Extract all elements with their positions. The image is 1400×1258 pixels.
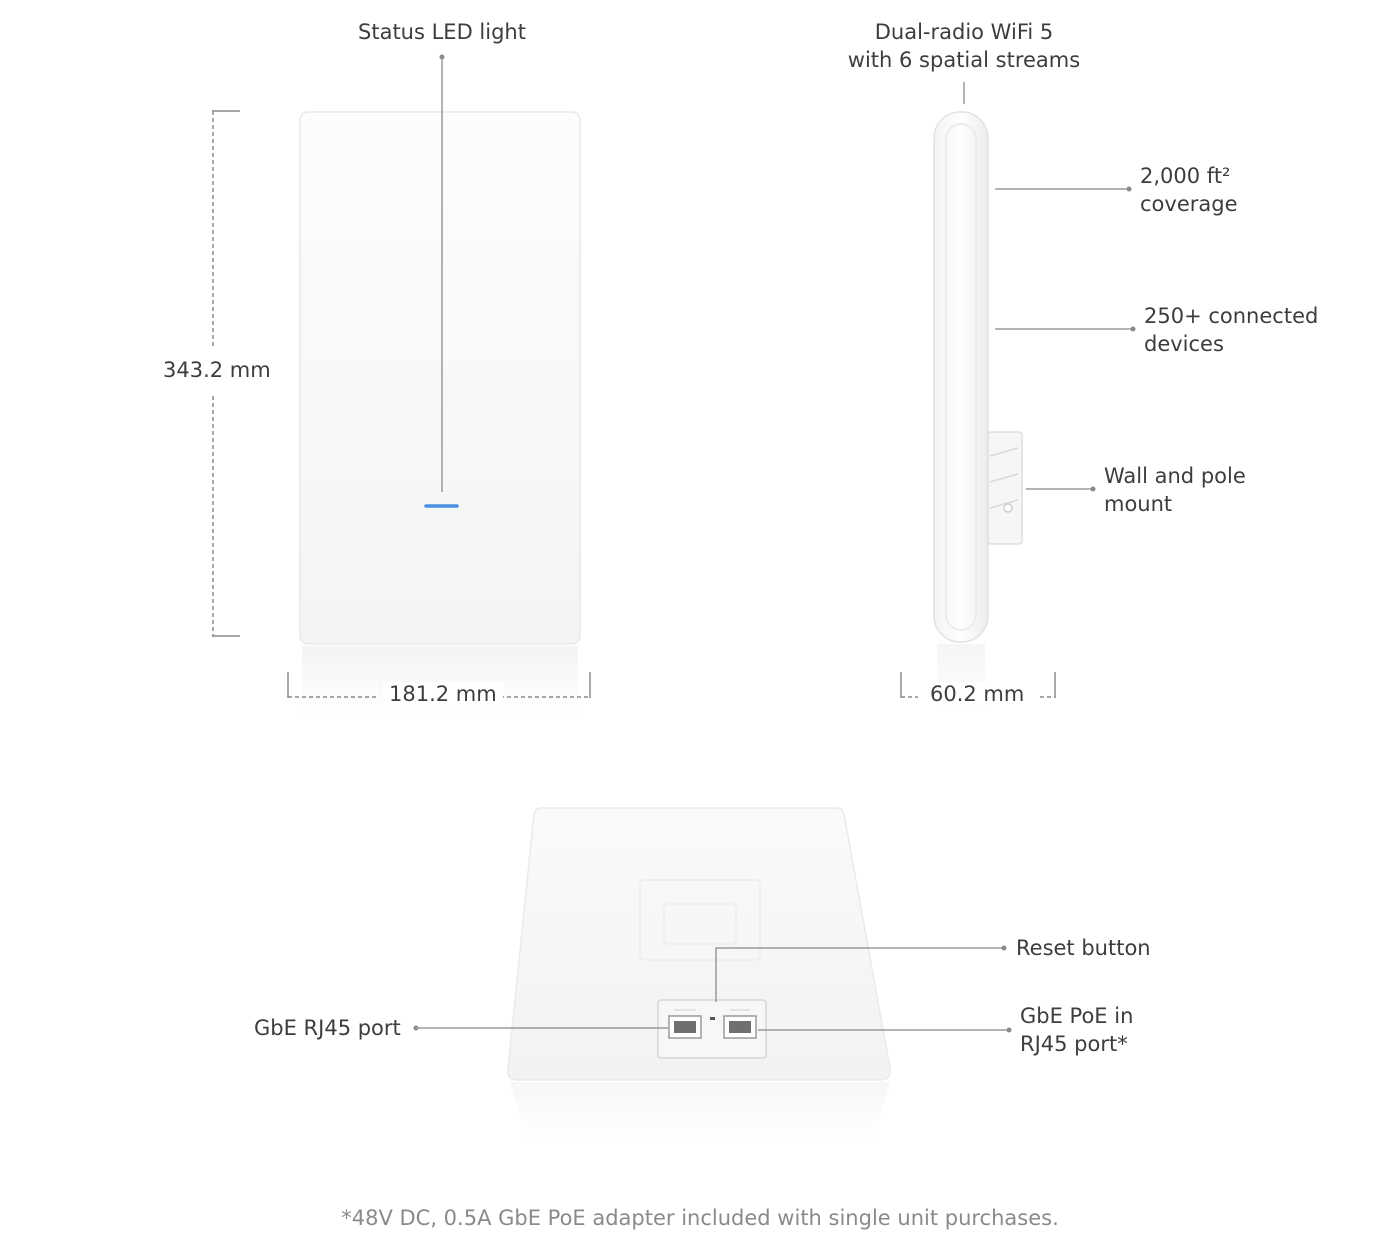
devices-leader — [995, 327, 1136, 332]
mount-leader — [1026, 487, 1096, 492]
device-bottom-view — [508, 808, 891, 1140]
devices-label: 250+ connected devices — [1144, 304, 1319, 356]
rj45-port-icon — [669, 1016, 701, 1038]
mount-bracket — [988, 432, 1022, 544]
poe-label: GbE PoE in RJ45 port* — [1020, 1004, 1134, 1056]
device-front-view — [300, 112, 580, 716]
width-dimension-label: 181.2 mm — [383, 682, 503, 706]
status-led-label: Status LED light — [358, 20, 526, 44]
height-dimension-label: 343.2 mm — [157, 358, 277, 382]
footnote: *48V DC, 0.5A GbE PoE adapter included with single unit purchases. — [341, 1206, 1059, 1230]
reset-label: Reset button — [1016, 936, 1151, 960]
device-side-view — [934, 112, 1022, 712]
mount-label: Wall and pole mount — [1104, 464, 1246, 516]
coverage-leader — [995, 187, 1132, 192]
poe-port-icon — [724, 1016, 756, 1038]
depth-dimension-label: 60.2 mm — [924, 682, 1030, 706]
radio-label: Dual-radio WiFi 5 with 6 spatial streams — [847, 20, 1081, 72]
reset-button-icon — [710, 1017, 715, 1020]
port-panel — [658, 1000, 766, 1058]
rj45-label: GbE RJ45 port — [254, 1016, 401, 1040]
coverage-label: 2,000 ft² coverage — [1140, 164, 1238, 216]
